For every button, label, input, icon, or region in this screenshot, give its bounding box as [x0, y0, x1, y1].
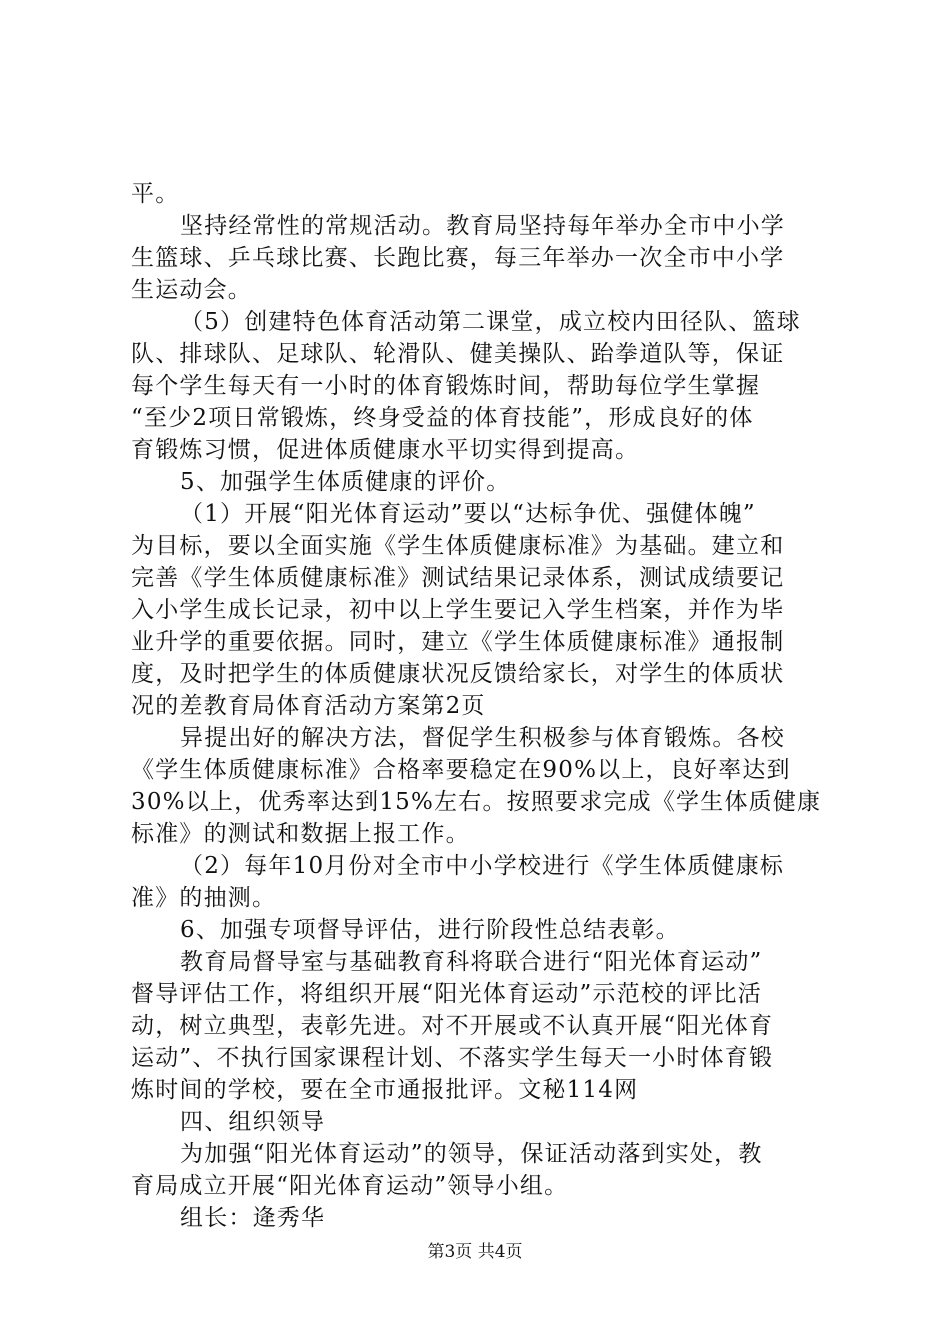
section-heading: 四、组织领导 — [180, 1109, 326, 1135]
text-line: （5）创建特色体育活动第二课堂，成立校内田径队、篮球 — [180, 309, 801, 335]
section-heading: 6、加强专项督导评估，进行阶段性总结表彰。 — [180, 917, 680, 943]
text-line: 坚持经常性的常规活动。教育局坚持每年举办全市中小学 — [180, 213, 785, 239]
text-line: 为目标，要以全面实施《学生体质健康标准》为基础。建立和 — [131, 533, 785, 559]
text-line: （1）开展“阳光体育运动”要以“达标争优、强健体魄” — [180, 501, 756, 527]
text-line: 组长：逄秀华 — [180, 1205, 326, 1231]
text-line: 《学生体质健康标准》合格率要稳定在90%以上，良好率达到 — [131, 757, 791, 783]
text-line: 异提出好的解决方法，督促学生积极参与体育锻炼。各校 — [180, 725, 785, 751]
text-line: 每个学生每天有一小时的体育锻炼时间，帮助每位学生掌握 — [131, 373, 761, 399]
text-line: 生运动会。 — [131, 277, 252, 303]
text-line: 教育局督导室与基础教育科将联合进行“阳光体育运动” — [180, 949, 763, 975]
text-line: （2）每年10月份对全市中小学校进行《学生体质健康标 — [180, 853, 785, 879]
text-line: 平。 — [131, 181, 180, 207]
text-line: 业升学的重要依据。同时，建立《学生体质健康标准》通报制 — [131, 629, 785, 655]
text-line: 炼时间的学校，要在全市通报批评。文秘114网 — [131, 1077, 639, 1103]
text-line: 运动”、不执行国家课程计划、不落实学生每天一小时体育锻 — [131, 1045, 774, 1071]
text-line: 度，及时把学生的体质健康状况反馈给家长，对学生的体质状 — [131, 661, 785, 687]
page-footer: 第3页 共4页 — [427, 1242, 523, 1262]
text-line: “至少2项日常锻炼，终身受益的体育技能”，形成良好的体 — [131, 405, 754, 431]
text-line: 标准》的测试和数据上报工作。 — [131, 821, 470, 847]
text-line: 完善《学生体质健康标准》测试结果记录体系，测试成绩要记 — [131, 565, 785, 591]
text-line: 队、排球队、足球队、轮滑队、健美操队、跆拳道队等，保证 — [131, 341, 785, 367]
text-line: 动，树立典型，表彰先进。对不开展或不认真开展“阳光体育 — [131, 1013, 774, 1039]
text-line: 准》的抽测。 — [131, 885, 277, 911]
text-line: 督导评估工作，将组织开展“阳光体育运动”示范校的评比活 — [131, 981, 762, 1007]
text-line: 育锻炼习惯，促进体质健康水平切实得到提高。 — [131, 437, 640, 463]
section-heading: 5、加强学生体质健康的评价。 — [180, 469, 511, 495]
text-line: 育局成立开展“阳光体育运动”领导小组。 — [131, 1173, 569, 1199]
text-line: 况的差教育局体育活动方案第2页 — [131, 693, 486, 719]
text-line: 30%以上，优秀率达到15%左右。按照要求完成《学生体质健康 — [131, 789, 822, 815]
text-line: 生篮球、乒乓球比赛、长跑比赛，每三年举办一次全市中小学 — [131, 245, 785, 271]
text-line: 入小学生成长记录，初中以上学生要记入学生档案，并作为毕 — [131, 597, 785, 623]
text-line: 为加强“阳光体育运动”的领导，保证活动落到实处，教 — [180, 1141, 763, 1167]
